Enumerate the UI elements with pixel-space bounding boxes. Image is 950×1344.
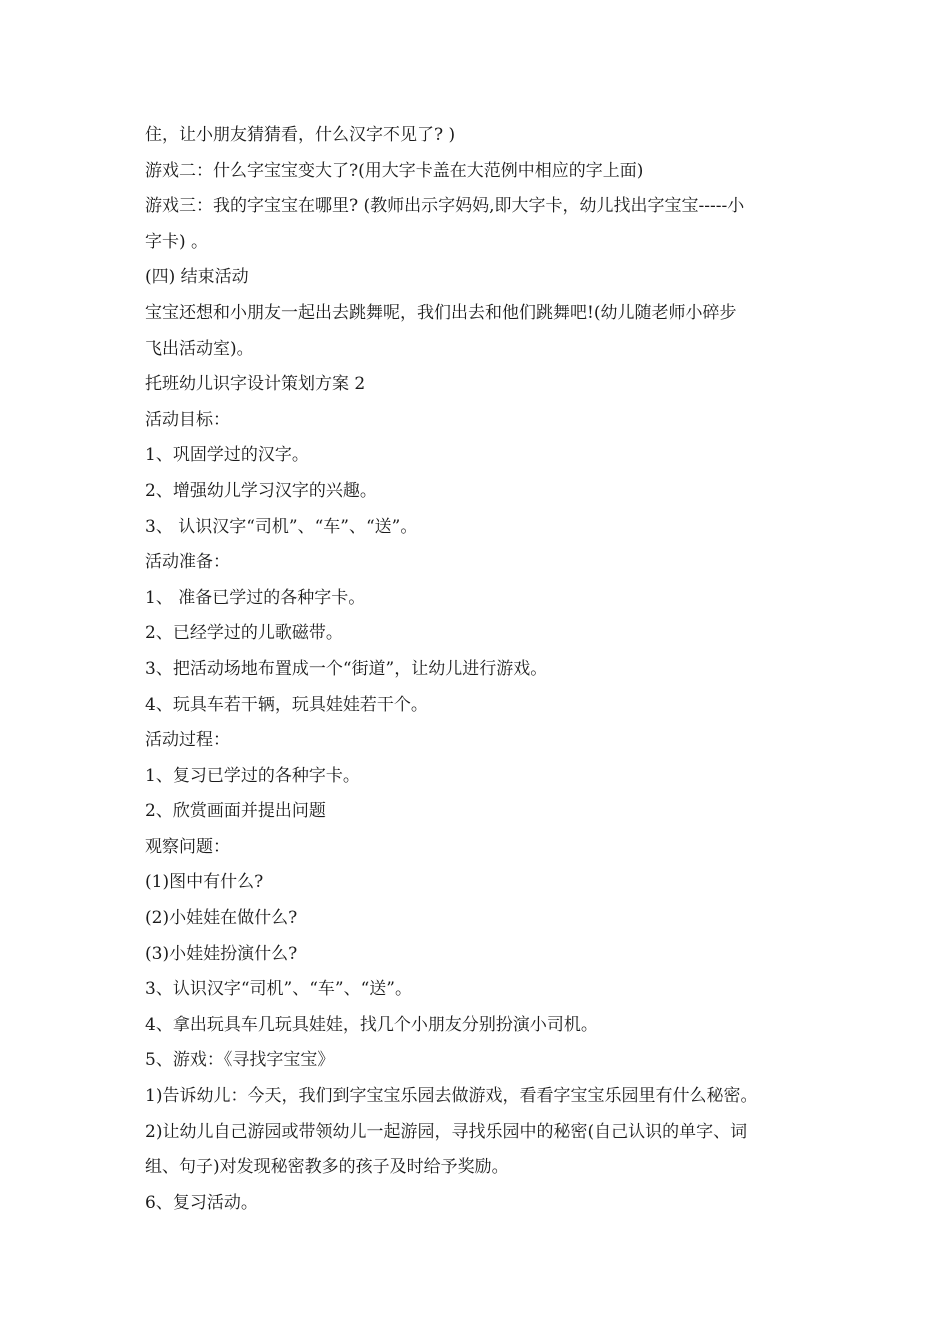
list-item: (2)小娃娃在做什么? <box>145 908 298 929</box>
list-item: 1、复习已学过的各种字卡。 <box>145 765 360 786</box>
list-item: 5、游戏：《寻找字宝宝》 <box>145 1050 335 1071</box>
list-item: 1、 准备已学过的各种字卡。 <box>145 587 366 608</box>
list-item: 1、巩固学过的汉字。 <box>145 445 309 466</box>
list-item: 3、认识汉字“司机”、“车”、“送”。 <box>145 979 412 1000</box>
text-line: 组、句子)对发现秘密教多的孩子及时给予奖励。 <box>145 1157 509 1178</box>
list-item: 4、拿出玩具车几玩具娃娃，找几个小朋友分别扮演小司机。 <box>145 1014 598 1035</box>
text-line: 游戏三：我的字宝宝在哪里? (教师出示字妈妈,即大字卡，幼儿找出字宝宝-----小 <box>145 196 745 217</box>
list-item: 6、复习活动。 <box>145 1192 258 1213</box>
section-heading: 观察问题： <box>145 836 230 857</box>
list-item: 4、玩具车若干辆，玩具娃娃若干个。 <box>145 694 428 715</box>
section-heading: 活动过程： <box>145 730 230 751</box>
section-heading: 活动准备： <box>145 552 230 573</box>
text-line: 游戏二：什么字宝宝变大了?(用大字卡盖在大范例中相应的字上面) <box>145 160 644 181</box>
document-title: 托班幼儿识字设计策划方案 2 <box>145 374 366 395</box>
section-heading: (四) 结束活动 <box>145 267 249 288</box>
section-heading: 活动目标： <box>145 409 230 430</box>
list-item: (3)小娃娃扮演什么? <box>145 943 298 964</box>
list-item: 2、已经学过的儿歌磁带。 <box>145 623 343 644</box>
list-item: (1)图中有什么? <box>145 872 264 893</box>
text-line: 住，让小朋友猜猜看，什么汉字不见了? ) <box>145 125 456 145</box>
list-item: 2)让幼儿自己游园或带领幼儿一起游园，寻找乐园中的秘密(自己认识的单字、词 <box>145 1121 748 1142</box>
list-item: 1)告诉幼儿：今天，我们到字宝宝乐园去做游戏，看看字宝宝乐园里有什么秘密。 <box>145 1086 758 1107</box>
text-line: 宝宝还想和小朋友一起出去跳舞呢，我们出去和他们跳舞吧!(幼儿随老师小碎步 <box>145 302 737 323</box>
document-body <box>145 118 815 1221</box>
list-item: 3、 认识汉字“司机”、“车”、“送”。 <box>145 516 418 537</box>
text-line: 字卡) 。 <box>145 231 209 252</box>
list-item: 2、增强幼儿学习汉字的兴趣。 <box>145 480 377 501</box>
list-item: 2、欣赏画面并提出问题 <box>145 801 326 822</box>
list-item: 3、把活动场地布置成一个“街道”，让幼儿进行游戏。 <box>145 658 548 679</box>
text-line: 飞出活动室)。 <box>145 338 254 359</box>
